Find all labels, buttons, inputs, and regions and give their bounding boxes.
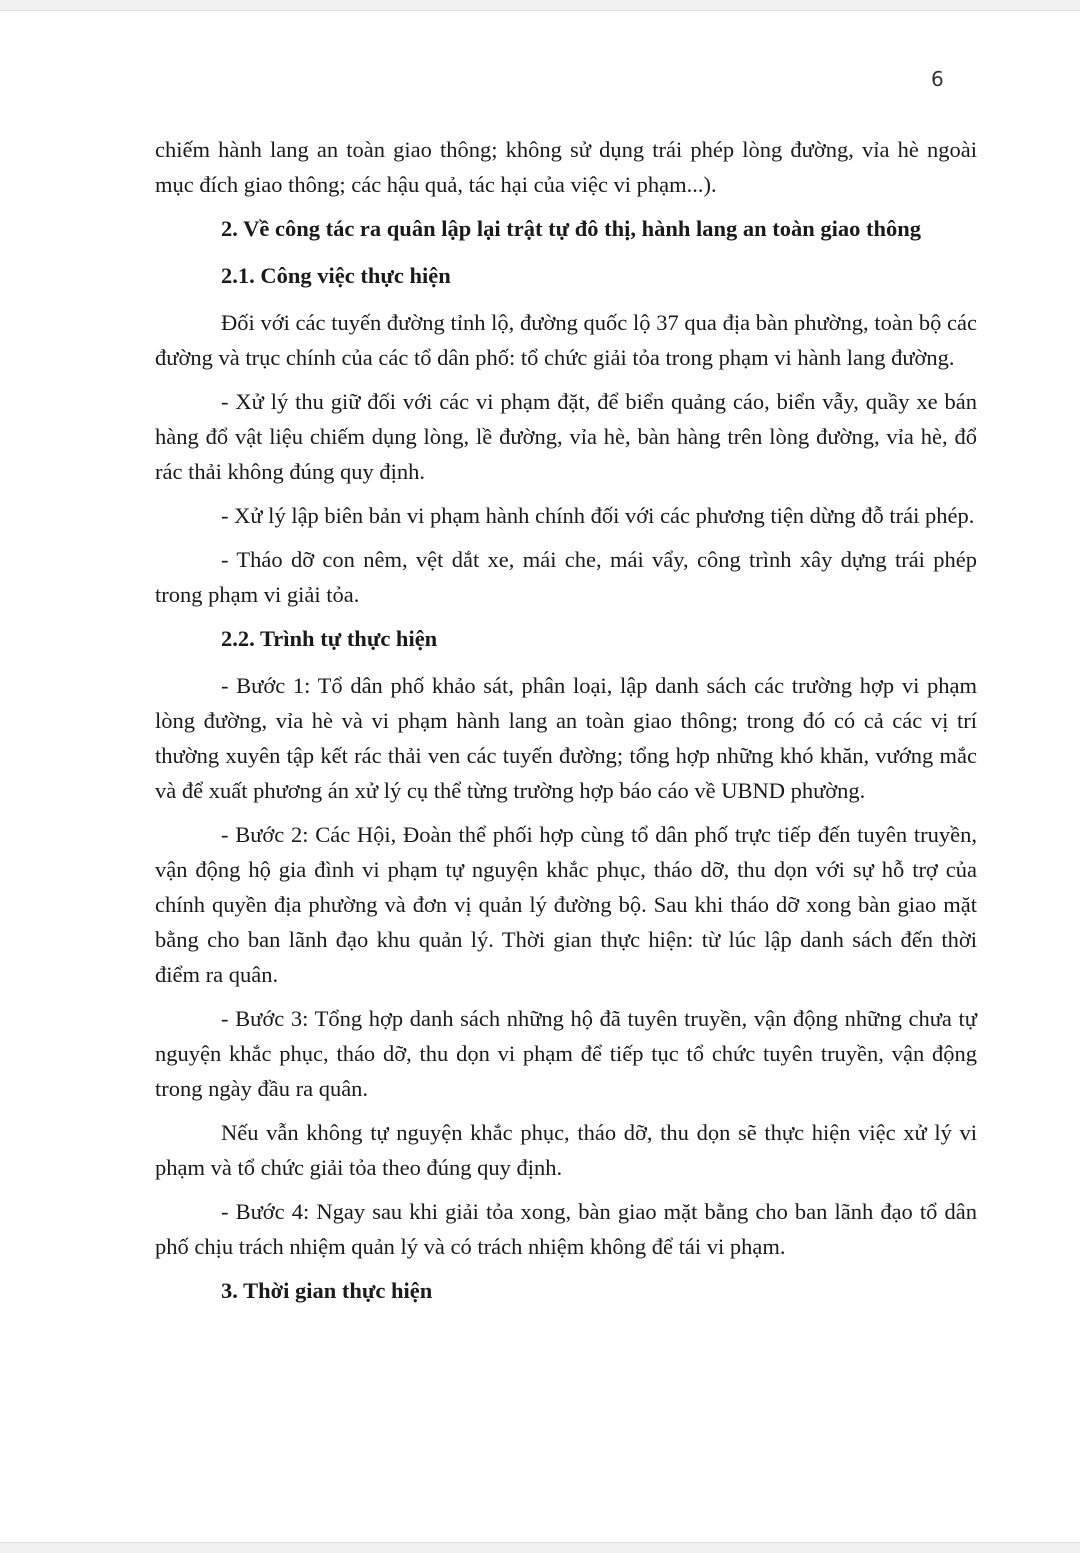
page-number: 6 bbox=[931, 67, 944, 91]
section-heading-3: 3. Thời gian thực hiện bbox=[221, 1278, 433, 1303]
subsection-heading-2-1: 2.1. Công việc thực hiện bbox=[221, 263, 451, 288]
document-page bbox=[0, 10, 1080, 1543]
paragraph-enforcement: Nếu vẫn không tự nguyện khắc phục, tháo dỡ, thu dọn sẽ thực hiện việc xử lý vi phạm và tổ chức giải tỏa theo đúng quy định. bbox=[155, 1120, 977, 1180]
paragraph-step-3: - Bước 3: Tổng hợp danh sách những hộ đã tuyên truyền, vận động những chưa tự nguyện khắc phục, tháo dỡ, thu dọn vi phạm để tiếp tục tổ chức tuyên truyền, vận động trong ngày đầu ra quân. bbox=[155, 1006, 977, 1101]
subsection-heading-2-2: 2.2. Trình tự thực hiện bbox=[221, 626, 438, 651]
paragraph-dismantle: - Tháo dỡ con nêm, vệt dắt xe, mái che, mái vẩy, công trình xây dựng trái phép trong phạm vi giải tỏa. bbox=[155, 547, 977, 607]
document-body bbox=[155, 132, 977, 1320]
paragraph-continuation: chiếm hành lang an toàn giao thông; không sử dụng trái phép lòng đường, vỉa hè ngoài mục đích giao thông; các hậu quả, tác hại của việc vi phạm...). bbox=[155, 137, 977, 197]
section-heading-2: 2. Về công tác ra quân lập lại trật tự đô thị, hành lang an toàn giao thông bbox=[221, 216, 922, 241]
paragraph-violation-record: - Xử lý lập biên bản vi phạm hành chính đối với các phương tiện dừng đỗ trái phép. bbox=[221, 503, 975, 528]
paragraph-step-2: - Bước 2: Các Hội, Đoàn thể phối hợp cùng tổ dân phố trực tiếp đến tuyên truyền, vận động hộ gia đình vi phạm tự nguyện khắc phục, tháo dỡ, thu dọn với sự hỗ trợ của chính quyền địa phường và đơn vị quản lý đường bộ. Sau khi tháo dỡ xong bàn giao mặt bằng cho ban lãnh đạo khu quản lý. Thời gian thực hiện: từ lúc lập danh sách đến thời điểm ra quân. bbox=[155, 822, 977, 987]
paragraph-step-1: - Bước 1: Tổ dân phố khảo sát, phân loại, lập danh sách các trường hợp vi phạm lòng đường, vỉa hè và vi phạm hành lang an toàn giao thông; trong đó có cả các vị trí thường xuyên tập kết rác thải ven các tuyến đường; tổng hợp những khó khăn, vướng mắc và để xuất phương án xử lý cụ thể từng trường hợp báo cáo về UBND phường. bbox=[155, 673, 977, 803]
paragraph-routes: Đối với các tuyến đường tỉnh lộ, đường quốc lộ 37 qua địa bàn phường, toàn bộ các đường và trục chính của các tổ dân phố: tổ chức giải tỏa trong phạm vi hành lang đường. bbox=[155, 310, 977, 370]
paragraph-seizure: - Xử lý thu giữ đối với các vi phạm đặt, để biển quảng cáo, biển vẫy, quầy xe bán hàng đổ vật liệu chiếm dụng lòng, lề đường, vỉa hè, bàn hàng trên lòng đường, vỉa hè, đổ rác thải không đúng quy định. bbox=[155, 389, 977, 484]
paragraph-step-4: - Bước 4: Ngay sau khi giải tỏa xong, bàn giao mặt bằng cho ban lãnh đạo tổ dân phố chịu trách nhiệm quản lý và có trách nhiệm không để tái vi phạm. bbox=[155, 1199, 977, 1259]
